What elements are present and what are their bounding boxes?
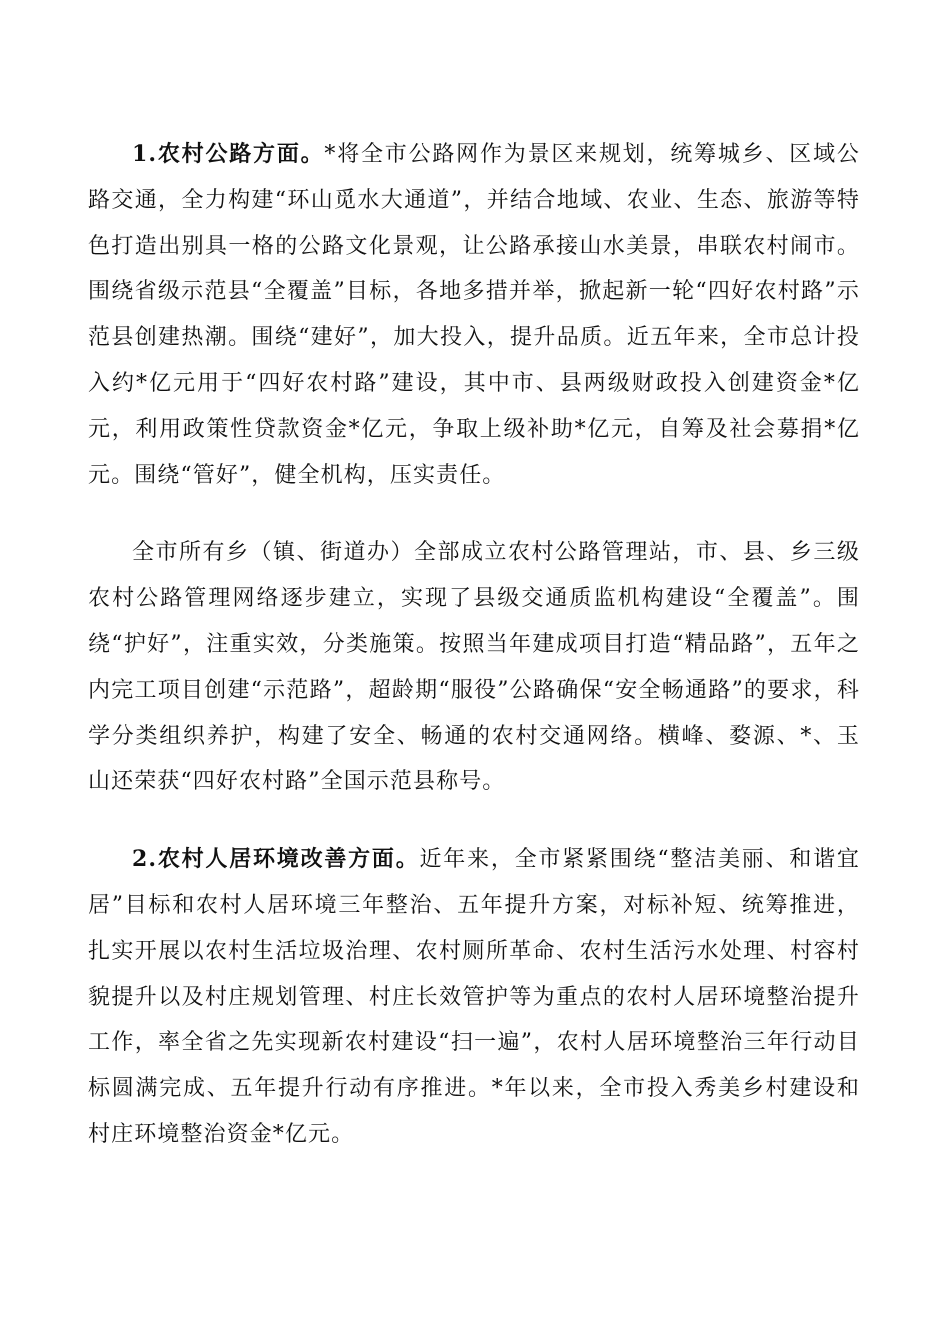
paragraph-living-environment: [88, 837, 860, 1158]
paragraph-body: 近年来，全市紧紧围绕“整洁美丽、和谐宜居”目标和农村人居环境三年整治、五年提升方案，对标补短、统筹推进，扎实开展以农村生活垃圾治理、农村厕所革命、农村生活污水处理、村容村貌提升以及村庄规划管理、村庄长效管护等为重点的农村人居环境整治提升工作，率全省之先实现新农村建设“扫一遍”，农村人居环境整治三年行动目标圆满完成、五年提升行动有序推进。*年以来，全市投入秀美乡村建设和村庄环境整治资金*亿元。: [88, 847, 860, 1147]
paragraph-body: *将全市公路网作为景区来规划，统筹城乡、区域公路交通，全力构建“环山觅水大通道”，并结合地域、农业、生态、旅游等特色打造出别具一格的公路文化景观，让公路承接山水美景，串联农村闹市。围绕省级示范县“全覆盖”目标，各地多措并举，掀起新一轮“四好农村路”示范县创建热潮。围绕“建好”，加大投入，提升品质。近五年来，全市总计投入约*亿元用于“四好农村路”建设，其中市、县两级财政投入创建资金*亿元，利用政策性贷款资金*亿元，争取上级补助*亿元，自筹及社会募捐*亿元。围绕“管好”，健全机构，压实责任。: [88, 142, 860, 488]
paragraph-road-management: [88, 530, 860, 805]
document-page: [88, 132, 860, 1190]
paragraph-rural-roads: [88, 132, 860, 498]
section-heading-rural-roads: 1.农村公路方面。: [132, 141, 325, 167]
section-heading-living-environment: 2.农村人居环境改善方面。: [132, 846, 420, 873]
paragraph-body: 全市所有乡（镇、街道办）全部成立农村公路管理站，市、县、乡三级农村公路管理网络逐步建立，实现了县级交通质监机构建设“全覆盖”。围绕“护好”，注重实效，分类施策。按照当年建成项目打造“精品路”，五年之内完工项目创建“示范路”，超龄期“服役”公路确保“安全畅通路”的要求，科学分类组织养护，构建了安全、畅通的农村交通网络。横峰、婺源、*、玉山还荣获“四好农村路”全国示范县称号。: [88, 540, 860, 795]
